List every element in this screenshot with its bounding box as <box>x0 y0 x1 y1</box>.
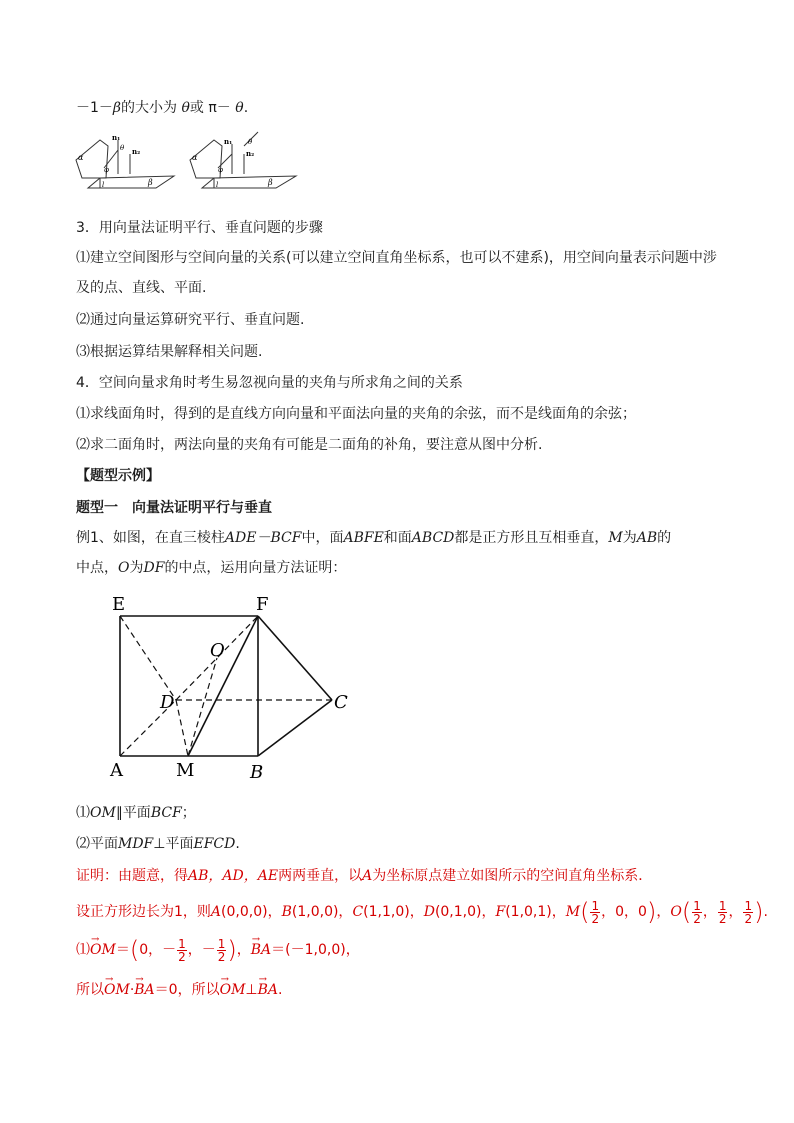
proof3-eq: ＝ <box>115 942 130 958</box>
pt-o: O <box>670 904 682 920</box>
vector-ba-2: → BA <box>134 980 154 1000</box>
proof4-end: . <box>278 982 283 998</box>
vector-om: → OM <box>90 932 116 968</box>
frac-half-4: $\frac{1}{2}$ <box>744 898 753 926</box>
ex1-text-g: 都是正方形且互相垂直， <box>454 530 609 546</box>
frac-half-2: $\frac{1}{2}$ <box>693 898 701 926</box>
pt-c: C <box>352 904 364 920</box>
vector-ba: → BA <box>251 932 271 968</box>
n2-label-2: n₂ <box>246 149 255 158</box>
ex1-text-2c: 为 <box>129 560 144 576</box>
proof1-e: 为坐标原点建立如图所示的空间直角坐标系． <box>372 868 653 884</box>
pt-b-coord: (1,0,0)， <box>291 904 353 920</box>
ex1-face-abfe: ABFE <box>343 530 384 546</box>
q1-end: ； <box>181 805 196 821</box>
label-d: D <box>160 692 175 713</box>
label-c: C <box>334 692 348 713</box>
q2-efcd: EFCD <box>193 836 236 852</box>
theta-label: θ <box>120 144 125 152</box>
l-label-2: l <box>216 181 219 189</box>
section3-step1-line1: ⑴建立空间图形与空间向量的关系(可以建立空间直角坐标系，也可以不建系)，用空间向量表示问题中涉 <box>76 250 717 266</box>
proof1-origin: A <box>362 868 373 884</box>
intro-line <box>76 98 248 118</box>
section3-step2: ⑵通过向量运算研究平行、垂直问题. <box>76 312 305 328</box>
section3-heading: 3．用向量法证明平行、垂直问题的步骤 <box>76 220 323 236</box>
q2-end: . <box>235 836 240 852</box>
label-e: E <box>112 594 126 615</box>
frac-neg-half: $\frac{1}{2}$ <box>178 936 186 964</box>
section4-heading: 4．空间向量求角时考生易忽视向量的夹角与所求角之间的关系 <box>76 375 463 391</box>
type1-title: 题型一 向量法证明平行与垂直 <box>76 500 272 516</box>
proof-line4 <box>76 980 282 1000</box>
n2-label: n₂ <box>132 147 141 156</box>
ex1-face-abcd: ABCD <box>411 530 455 546</box>
vector-ba-3: → BA <box>258 980 278 1000</box>
pt-m: M <box>565 904 581 920</box>
q2-text-c: ⊥平面 <box>153 836 194 852</box>
label-b: B <box>250 762 264 783</box>
theta-symbol: θ <box>181 100 190 116</box>
proof-line1 <box>76 866 652 886</box>
proof-line2: 设正方形边长为1，则A(0,0,0)，B(1,0,0)，C(1,1,0)，D(0,1,0)，F(1,0,1)，M( $\frac{1}{2}$ ，0，0)，O( $\frac{1}{2}$ ， $\frac{1}{2}$ ， $\frac{1}{2}$ ). <box>76 898 768 926</box>
proof4-a: 所以 <box>76 982 104 998</box>
ex1-text-k: 的 <box>657 530 672 546</box>
ex1-point-m: M <box>608 530 623 546</box>
theta-label-2: θ <box>248 138 253 146</box>
beta-label-2: β <box>268 178 273 187</box>
q2-text-a: ⑵平面 <box>76 836 118 852</box>
q1-text: ∥平面 <box>115 805 151 821</box>
q1-bcf: BCF <box>150 805 182 821</box>
n1-label-2: n₁ <box>224 137 233 146</box>
ex1-prism-name: ADE－BCF <box>224 530 302 546</box>
pi-symbol: π－ <box>208 100 231 116</box>
ex1-text-2e: 的中点，运用向量方法证明： <box>164 560 347 576</box>
q1-num: ⑴ <box>76 805 90 821</box>
ex1-seg-ab: AB <box>636 530 658 546</box>
prism-figure <box>106 590 366 790</box>
ex1-point-o: O <box>118 560 130 576</box>
pt-b: B <box>281 904 292 920</box>
beta-symbol: β <box>112 100 122 116</box>
proof4-b: ＝0，所以 <box>154 982 220 998</box>
proof2-a: 设正方形边长为1，则 <box>76 904 211 920</box>
alpha-label-2: α <box>192 153 198 162</box>
phi-label-2: φ <box>218 166 223 174</box>
question-1 <box>76 803 196 823</box>
pt-d-coord: (0,1,0)， <box>434 904 496 920</box>
pt-a: A <box>210 904 222 920</box>
vector-ba-value: ＝(－1,0,0)， <box>271 942 360 958</box>
dot-op: · <box>129 982 135 998</box>
ex1-text-c: 中，面 <box>301 530 344 546</box>
perp-op: ⊥ <box>245 982 258 998</box>
ex1-text-2a: 中点， <box>76 560 118 576</box>
pt-d: D <box>423 904 435 920</box>
examples-title: 【题型示例】 <box>76 468 160 484</box>
frac-half: $\frac{1}{2}$ <box>591 898 600 926</box>
example1-line1 <box>76 528 671 548</box>
label-m: M <box>176 760 195 781</box>
ex1-seg-df: DF <box>143 560 165 576</box>
n1-label: n₁ <box>112 133 121 142</box>
pt-f: F <box>495 904 506 920</box>
example1-line2 <box>76 558 346 578</box>
intro-end: . <box>243 100 249 116</box>
pt-f-coord: (1,0,1)， <box>505 904 566 920</box>
beta-label: β <box>148 178 153 187</box>
intro-mid: 的大小为 <box>121 100 178 116</box>
vector-om-2: → OM <box>104 980 130 1000</box>
alpha-label: α <box>78 153 84 162</box>
proof1-segments: AB，AD，AE <box>188 868 279 884</box>
ex1-text-e: 和面 <box>383 530 412 546</box>
section3-step3: ⑶根据运算结果解释相关问题. <box>76 344 263 360</box>
dihedral-figure-1 <box>74 130 184 192</box>
label-f: F <box>256 594 269 615</box>
section4-item1: ⑴求线面角时，得到的是直线方向向量和平面法向量的夹角的余弦，而不是线面角的余弦； <box>76 406 636 422</box>
frac-half-3: $\frac{1}{2}$ <box>718 898 727 926</box>
theta-symbol-2: θ <box>235 100 244 116</box>
frac-neg-half-2: $\frac{1}{2}$ <box>217 936 226 964</box>
proof3-num: ⑴ <box>76 942 90 958</box>
vector-om-3: → OM <box>220 980 246 1000</box>
proof1-a: 证明：由题意，得 <box>76 868 188 884</box>
phi-label: φ <box>104 166 109 174</box>
pt-a-coord: (0,0,0)， <box>221 904 282 920</box>
dihedral-figure-2 <box>188 130 302 192</box>
q2-mdf: MDF <box>118 836 154 852</box>
intro-prefix: －1－ <box>76 100 113 116</box>
label-o: O <box>210 640 225 661</box>
proof-line3: ⑴→ OM＝(0，－ $\frac{1}{2}$ ，－ $\frac{1}{2}$ )，→ BA＝(－1,0,0)， <box>76 932 360 968</box>
q1-om: OM <box>90 805 116 821</box>
ex1-text-i: 为 <box>622 530 637 546</box>
l-label: l <box>102 181 105 189</box>
ex1-text-a: 例1、如图，在直三棱柱 <box>76 530 225 546</box>
section4-item2: ⑵求二面角时，两法向量的夹角有可能是二面角的补角，要注意从图中分析. <box>76 437 543 453</box>
question-2 <box>76 834 240 854</box>
section3-step1-line2: 及的点、直线、平面. <box>76 280 207 296</box>
proof1-c: 两两垂直，以 <box>278 868 363 884</box>
intro-or: 或 <box>189 100 204 116</box>
pt-c-coord: (1,1,0)， <box>363 904 424 920</box>
label-a: A <box>110 760 123 781</box>
